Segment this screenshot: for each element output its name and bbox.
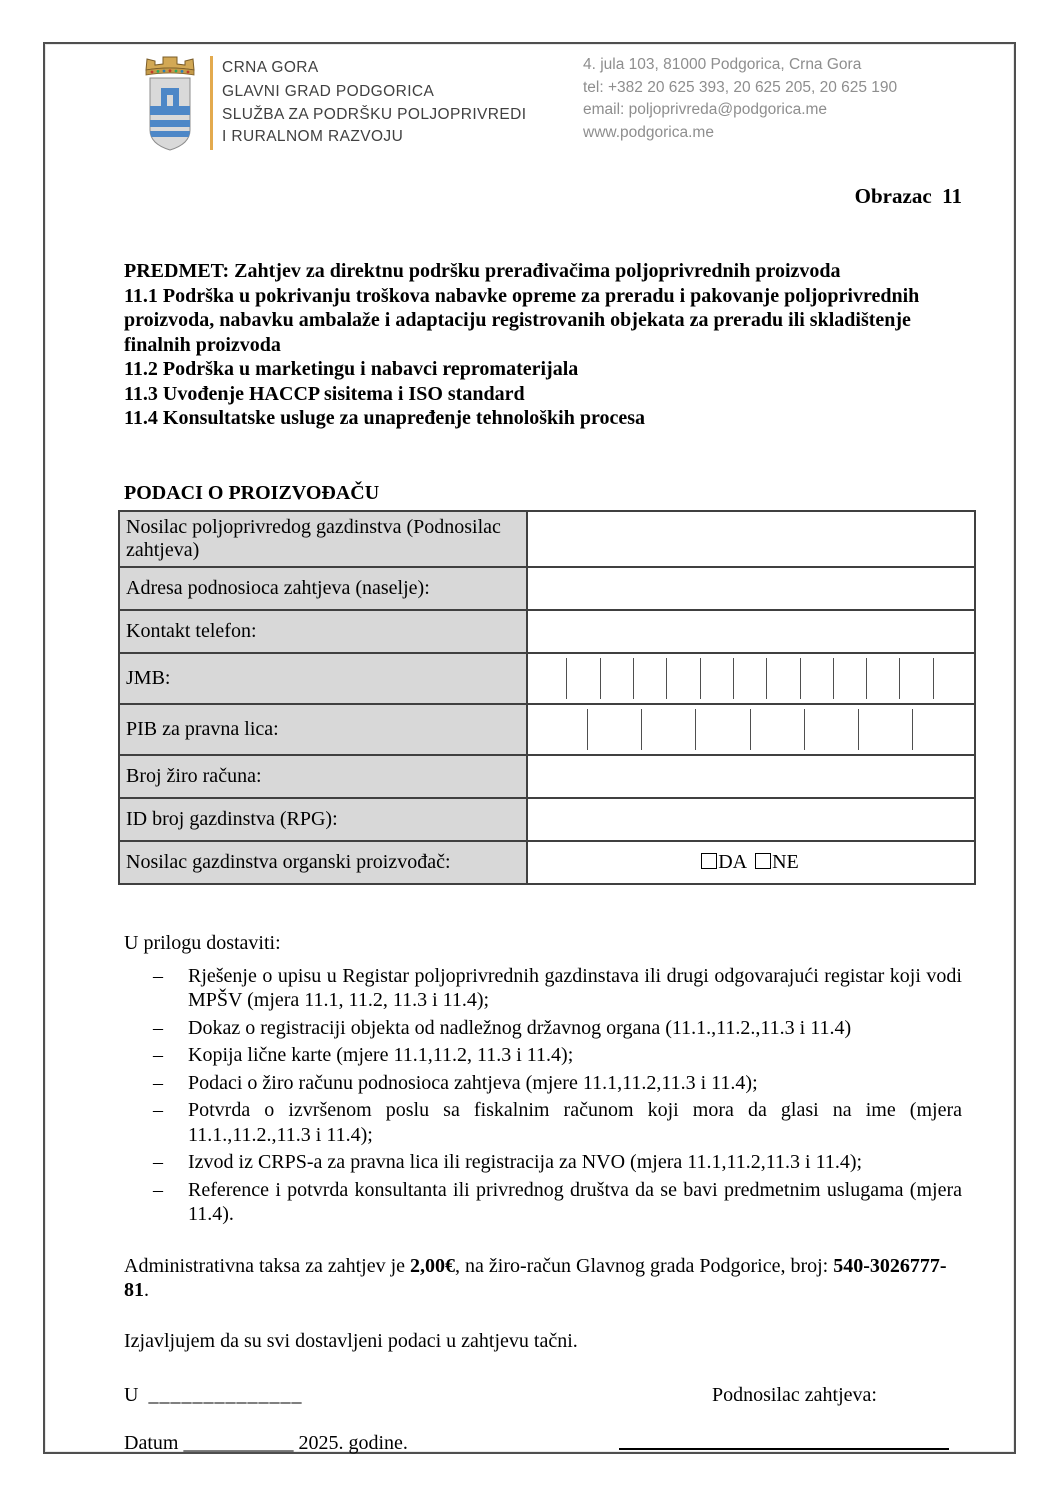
digit-box[interactable] bbox=[859, 709, 913, 750]
contact-address: 4. jula 103, 81000 Podgorica, Crna Gora bbox=[583, 56, 862, 73]
date-row bbox=[124, 1432, 962, 1462]
place-row bbox=[124, 1384, 962, 1410]
row-label-organic: Nosilac gazdinstva organski proizvođač: bbox=[119, 841, 527, 884]
digit-box[interactable] bbox=[805, 709, 859, 750]
list-item: – Podaci o žiro računu podnosioca zahtjeva (mjere 11.1,11.2,11.3 i 11.4); bbox=[153, 1071, 758, 1094]
pib-input-cell[interactable] bbox=[527, 704, 975, 755]
declaration-statement: Izjavljujem da su svi dostavljeni podaci u zahtjevu tačni. bbox=[124, 1329, 578, 1352]
dash-marker: – bbox=[153, 1016, 163, 1039]
list-item: – Rješenje o upisu u Registar poljoprivrednih gazdinstava ili drugi odgovarajući registar koji vodi MPŠV (mjera 11.1, 11.2, 11.3 i 11.4); bbox=[153, 964, 962, 1011]
row-label-rpg: ID broj gazdinstva (RPG): bbox=[119, 798, 527, 841]
list-item: – Potvrda o izvršenom poslu sa fiskalnim računom koji mora da glasi na ime (mjera 11.1.,11.2.,11.3 i 11.4); bbox=[153, 1099, 962, 1146]
jmb-digit-boxes bbox=[534, 658, 966, 699]
row-label-pib: PIB za pravna lica: bbox=[119, 704, 527, 755]
table-row bbox=[119, 755, 975, 798]
list-item: – Dokaz o registraciji objekta od nadležnog državnog organa (11.1.,11.2.,11.3 i 11.4) bbox=[153, 1016, 852, 1039]
org-line-city: GLAVNI GRAD PODGORICA bbox=[222, 83, 435, 100]
row-label-phone: Kontakt telefon: bbox=[119, 610, 527, 653]
attachments-list bbox=[124, 964, 962, 1227]
pib-digit-boxes bbox=[534, 709, 966, 750]
digit-box[interactable] bbox=[900, 658, 933, 699]
contact-phone: tel: +382 20 625 393, 20 625 205, 20 625 190 bbox=[583, 78, 898, 96]
subject-item-11-2: 11.2 Podrška u marketingu i nabavci repromaterijala bbox=[124, 358, 579, 380]
subject-item-11-4: 11.4 Konsultatske usluge za unapređenje tehnoloških procesa bbox=[124, 407, 646, 429]
dash-marker: – bbox=[153, 1151, 163, 1173]
row-label-holder: Nosilac poljoprivredog gazdinstva (Podnosilac zahtjeva) bbox=[119, 511, 527, 567]
checkbox-da-icon[interactable] bbox=[701, 853, 717, 869]
dash-marker: – bbox=[153, 964, 163, 987]
jmb-input-cell[interactable] bbox=[527, 653, 975, 704]
signature-line[interactable] bbox=[619, 1448, 949, 1450]
date-suffix: 2025. godine. bbox=[298, 1431, 408, 1454]
digit-box[interactable] bbox=[913, 709, 966, 750]
holder-input-cell[interactable] bbox=[527, 511, 975, 567]
row-label-jmb: JMB: bbox=[119, 653, 527, 704]
form-number: Obrazac 11 bbox=[854, 184, 962, 208]
org-line-service-2: I RURALNOM RAZVOJU bbox=[222, 128, 404, 145]
attachments-intro: U prilogu dostaviti: bbox=[124, 931, 281, 954]
contact-info bbox=[583, 54, 897, 144]
row-label-giro: Broj žiro računa: bbox=[119, 755, 527, 798]
fee-amount: 2,00€ bbox=[410, 1254, 456, 1277]
digit-box[interactable] bbox=[696, 709, 750, 750]
place-label: U bbox=[124, 1383, 139, 1406]
place-fill-line[interactable]: ______________ bbox=[148, 1383, 303, 1406]
digit-box[interactable] bbox=[767, 658, 800, 699]
subject-section bbox=[124, 259, 962, 431]
dash-marker: – bbox=[153, 1099, 163, 1121]
digit-box[interactable] bbox=[534, 658, 567, 699]
dash-marker: – bbox=[153, 1178, 163, 1201]
organic-option-da[interactable]: DA bbox=[701, 851, 747, 873]
list-item: – Kopija lične karte (mjere 11.1,11.2, 11.3 i 11.4); bbox=[153, 1044, 574, 1066]
row-label-address: Adresa podnosioca zahtjeva (naselje): bbox=[119, 567, 527, 610]
table-row bbox=[119, 511, 975, 567]
digit-box[interactable] bbox=[601, 658, 634, 699]
phone-input-cell[interactable] bbox=[527, 610, 975, 653]
table-row bbox=[119, 567, 975, 610]
digit-box[interactable] bbox=[534, 709, 588, 750]
table-row bbox=[119, 704, 975, 755]
subject-item-11-1: 11.1 Podrška u pokrivanju troškova nabavke opreme za preradu i pakovanje poljoprivrednih proizvoda, nabavku ambalaže i adaptaciju registrovanih objekata za preradu ili skladištenje finalnih proizvoda bbox=[124, 284, 920, 356]
contact-website: www.podgorica.me bbox=[583, 123, 714, 141]
page-border-frame bbox=[43, 42, 1016, 1454]
digit-box[interactable] bbox=[734, 658, 767, 699]
dash-marker: – bbox=[153, 1044, 163, 1066]
digit-box[interactable] bbox=[801, 658, 834, 699]
digit-box[interactable] bbox=[642, 709, 696, 750]
coat-of-arms-icon bbox=[142, 54, 198, 154]
date-fill-line[interactable]: ___________ bbox=[183, 1431, 294, 1454]
digit-box[interactable] bbox=[867, 658, 900, 699]
digit-box[interactable] bbox=[834, 658, 867, 699]
checkbox-ne-icon[interactable] bbox=[755, 853, 771, 869]
digit-box[interactable] bbox=[751, 709, 805, 750]
table-row bbox=[119, 610, 975, 653]
org-line-service-1: SLUŽBA ZA PODRŠKU POLJOPRIVREDI bbox=[222, 106, 527, 123]
subject-title: PREDMET: Zahtjev za direktnu podršku prerađivačima poljoprivrednih proizvoda bbox=[124, 260, 841, 282]
applicant-label: Podnosilac zahtjeva: bbox=[712, 1383, 877, 1406]
dash-marker: – bbox=[153, 1071, 163, 1094]
subject-item-11-3: 11.3 Uvođenje HACCP sisitema i ISO standard bbox=[124, 382, 525, 405]
digit-box[interactable] bbox=[667, 658, 700, 699]
producer-table-heading: PODACI O PROIZVOĐAČU bbox=[124, 481, 380, 504]
table-row bbox=[119, 841, 975, 884]
giro-input-cell[interactable] bbox=[527, 755, 975, 798]
page-content bbox=[45, 44, 1014, 1452]
fee-note: Administrativna taksa za zahtjev je 2,00€, na žiro-račun Glavnog grada Podgorice, broj: 540-3026777-81. bbox=[124, 1254, 947, 1301]
list-item: – Izvod iz CRPS-a za pravna lica ili registracija za NVO (mjera 11.1,11.2,11.3 i 11.4); bbox=[153, 1151, 863, 1173]
list-item: – Reference i potvrda konsultanta ili privrednog društva da se bavi predmetnim uslugama (mjera 11.4). bbox=[153, 1178, 962, 1225]
organic-choice-cell bbox=[527, 841, 975, 884]
org-line-country: CRNA GORA bbox=[222, 59, 319, 76]
digit-box[interactable] bbox=[567, 658, 600, 699]
rpg-input-cell[interactable] bbox=[527, 798, 975, 841]
table-row bbox=[119, 653, 975, 704]
organic-option-ne[interactable]: NE bbox=[755, 851, 799, 873]
fee-account-number: 540-3026777-81 bbox=[124, 1254, 947, 1301]
producer-data-table bbox=[118, 510, 976, 885]
address-input-cell[interactable] bbox=[527, 567, 975, 610]
digit-box[interactable] bbox=[934, 658, 966, 699]
organization-name bbox=[222, 56, 526, 148]
date-label: Datum bbox=[124, 1431, 179, 1454]
digit-box[interactable] bbox=[588, 709, 642, 750]
table-row bbox=[119, 798, 975, 841]
contact-email: email: poljoprivreda@podgorica.me bbox=[583, 101, 828, 118]
gold-divider bbox=[210, 56, 213, 150]
digit-box[interactable] bbox=[634, 658, 667, 699]
digit-box[interactable] bbox=[701, 658, 734, 699]
letterhead bbox=[124, 44, 962, 182]
